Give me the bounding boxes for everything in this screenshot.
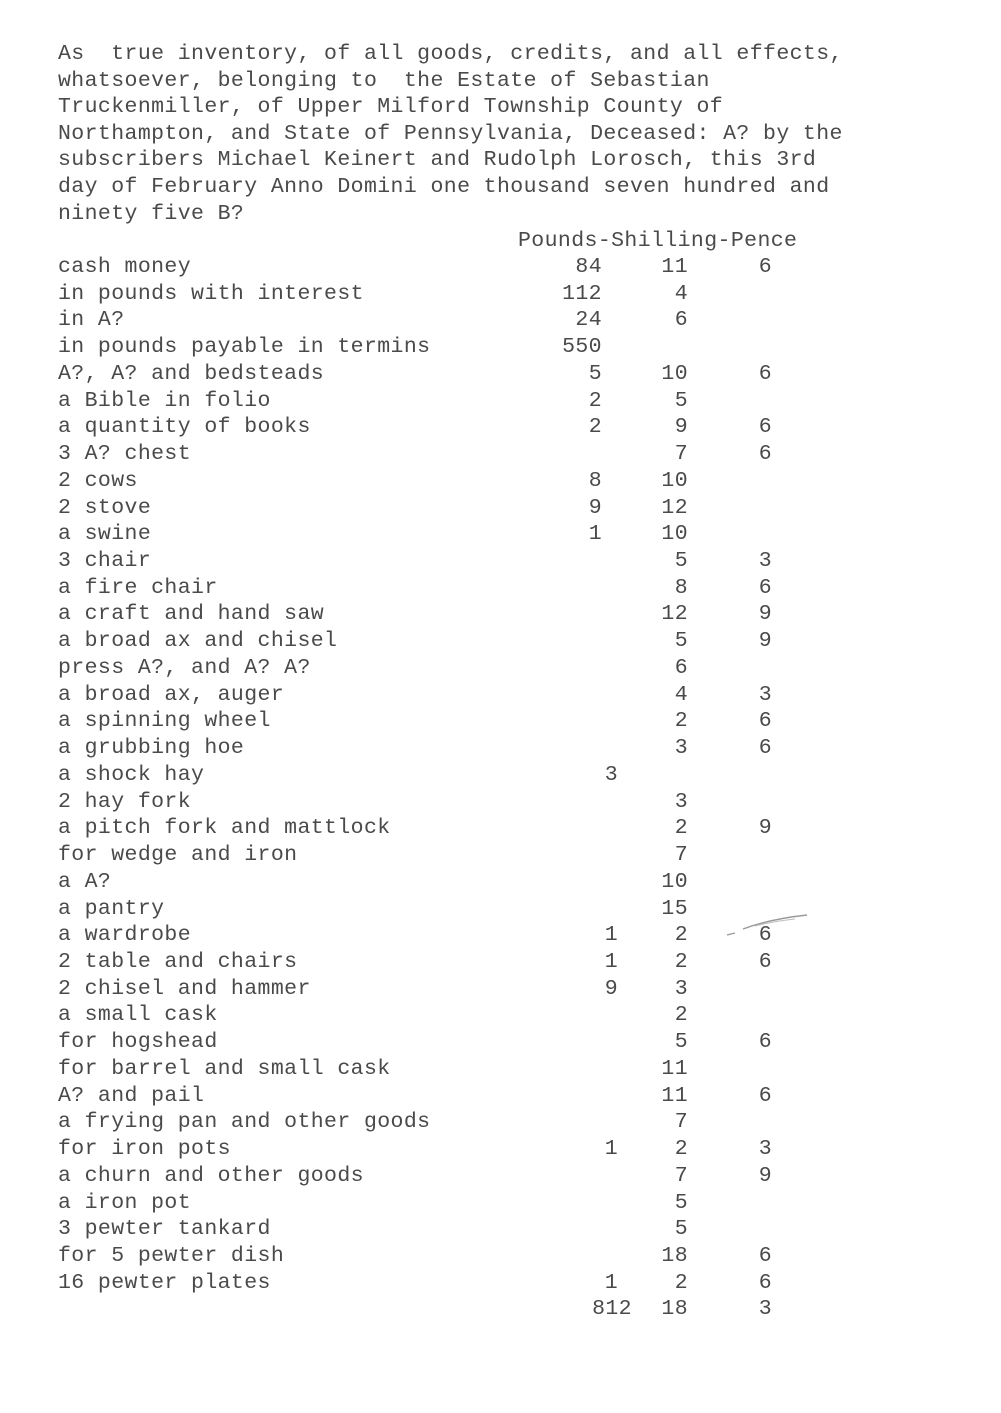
inventory-row bbox=[0, 1137, 1001, 1163]
inventory-row bbox=[0, 576, 1001, 602]
pence-value: 3 bbox=[758, 682, 772, 707]
pounds-value: 1 bbox=[604, 949, 618, 974]
inventory-row bbox=[0, 709, 1001, 735]
inventory-row bbox=[0, 1244, 1001, 1270]
shillings-value: 5 bbox=[674, 549, 688, 574]
pence-value: 9 bbox=[758, 602, 772, 627]
shillings-value: 5 bbox=[674, 388, 688, 413]
inventory-row bbox=[0, 1191, 1001, 1217]
inventory-row bbox=[0, 1003, 1001, 1029]
item-label: for hogshead bbox=[58, 1030, 218, 1055]
shillings-value: 10 bbox=[661, 468, 688, 493]
shillings-value: 7 bbox=[674, 1110, 688, 1135]
intro-line: Northampton, and State of Pennsylvania, Deceased: A? by the bbox=[58, 121, 843, 146]
pounds-value: 84 bbox=[575, 255, 602, 279]
shillings-value: 2 bbox=[674, 1270, 688, 1295]
shillings-value: 12 bbox=[661, 602, 688, 627]
item-label: a shock hay bbox=[58, 762, 205, 787]
shillings-value: 10 bbox=[661, 869, 688, 894]
total-pence: 3 bbox=[758, 1297, 772, 1322]
inventory-row bbox=[0, 950, 1001, 976]
shillings-value: 2 bbox=[674, 816, 688, 841]
inventory-row bbox=[0, 1030, 1001, 1056]
shillings-value: 7 bbox=[674, 1163, 688, 1188]
shillings-value: 3 bbox=[674, 976, 688, 1001]
pence-value: 6 bbox=[758, 1030, 772, 1055]
item-label: for iron pots bbox=[58, 1137, 231, 1162]
pounds-value: 550 bbox=[562, 335, 602, 360]
pence-value: 6 bbox=[758, 1083, 772, 1108]
inventory-row bbox=[0, 897, 1001, 923]
shillings-value: 7 bbox=[674, 843, 688, 868]
shillings-value: 7 bbox=[674, 442, 688, 467]
item-label: 3 chair bbox=[58, 549, 152, 574]
inventory-row bbox=[0, 549, 1001, 575]
item-label: A? and pail bbox=[58, 1083, 205, 1108]
item-label: for barrel and small cask bbox=[58, 1056, 391, 1081]
shillings-value: 11 bbox=[661, 255, 688, 279]
column-header: Pounds-Shilling-Pence bbox=[518, 229, 798, 253]
inventory-row bbox=[0, 442, 1001, 468]
item-label: a wardrobe bbox=[58, 923, 192, 948]
pence-value: 6 bbox=[758, 575, 772, 600]
item-label: 3 pewter tankard bbox=[58, 1217, 271, 1242]
pence-value: 3 bbox=[758, 1137, 772, 1162]
inventory-row bbox=[0, 335, 1001, 361]
item-label: a craft and hand saw bbox=[58, 602, 325, 627]
inventory-row bbox=[0, 362, 1001, 388]
inventory-row bbox=[0, 816, 1001, 842]
shillings-value: 5 bbox=[674, 629, 688, 654]
item-label: a broad ax and chisel bbox=[58, 629, 338, 654]
intro-line: As true inventory, of all goods, credits, and all effects, bbox=[58, 42, 843, 66]
item-label: 2 cows bbox=[58, 468, 138, 493]
item-label: 2 chisel and hammer bbox=[58, 976, 311, 1001]
shillings-value: 5 bbox=[674, 1190, 688, 1215]
inventory-row bbox=[0, 977, 1001, 1003]
inventory-row bbox=[0, 1271, 1001, 1297]
pence-value: 6 bbox=[758, 709, 772, 734]
pence-value: 6 bbox=[758, 1270, 772, 1295]
inventory-row bbox=[0, 308, 1001, 334]
pounds-value: 1 bbox=[604, 1270, 618, 1295]
shillings-value: 2 bbox=[674, 1137, 688, 1162]
intro-line: Truckenmiller, of Upper Milford Township County of bbox=[58, 95, 724, 120]
intro-line: day of February Anno Domini one thousand seven hundred and bbox=[58, 174, 830, 199]
total-shillings: 18 bbox=[661, 1297, 688, 1322]
inventory-row bbox=[0, 923, 1001, 949]
shillings-value: 2 bbox=[674, 923, 688, 948]
item-label: 3 A? chest bbox=[58, 442, 192, 467]
intro-line: whatsoever, belonging to the Estate of Sebastian bbox=[58, 68, 710, 93]
item-label: 2 table and chairs bbox=[58, 949, 298, 974]
inventory-row bbox=[0, 522, 1001, 548]
shillings-value: 5 bbox=[674, 1030, 688, 1055]
inventory-row bbox=[0, 1164, 1001, 1190]
total-row bbox=[0, 1297, 1001, 1323]
item-label: 2 hay fork bbox=[58, 789, 192, 814]
inventory-row bbox=[0, 843, 1001, 869]
inventory-row bbox=[0, 790, 1001, 816]
shillings-value: 2 bbox=[674, 949, 688, 974]
inventory-row bbox=[0, 389, 1001, 415]
item-label: a pitch fork and mattlock bbox=[58, 816, 391, 841]
inventory-row bbox=[0, 496, 1001, 522]
pence-value: 6 bbox=[758, 361, 772, 386]
intro-paragraph bbox=[58, 41, 958, 227]
item-label: 16 pewter plates bbox=[58, 1270, 271, 1295]
item-label: a A? bbox=[58, 869, 112, 894]
inventory-row bbox=[0, 683, 1001, 709]
pence-value: 9 bbox=[758, 1163, 772, 1188]
inventory-row bbox=[0, 255, 1001, 281]
total-pounds: 812 bbox=[592, 1297, 632, 1322]
inventory-row bbox=[0, 736, 1001, 762]
shillings-value: 4 bbox=[674, 281, 688, 306]
pence-value: 9 bbox=[758, 816, 772, 841]
shillings-value: 10 bbox=[661, 361, 688, 386]
inventory-row bbox=[0, 415, 1001, 441]
pounds-value: 5 bbox=[588, 361, 602, 386]
inventory-row bbox=[0, 1110, 1001, 1136]
item-label: for 5 pewter dish bbox=[58, 1244, 285, 1268]
item-label: in A? bbox=[58, 308, 125, 333]
inventory-row bbox=[0, 763, 1001, 789]
item-label: a iron pot bbox=[58, 1190, 192, 1215]
shillings-value: 18 bbox=[661, 1244, 688, 1268]
item-label: a grubbing hoe bbox=[58, 736, 245, 761]
item-label: press A?, and A? A? bbox=[58, 655, 311, 680]
pence-value: 6 bbox=[758, 415, 772, 440]
shillings-value: 3 bbox=[674, 736, 688, 761]
pounds-value: 9 bbox=[588, 495, 602, 520]
shillings-value: 2 bbox=[674, 1003, 688, 1028]
pence-value: 6 bbox=[758, 1244, 772, 1268]
pounds-value: 2 bbox=[588, 415, 602, 440]
item-label: 2 stove bbox=[58, 495, 152, 520]
shillings-value: 15 bbox=[661, 896, 688, 921]
item-label: a Bible in folio bbox=[58, 388, 271, 413]
shillings-value: 9 bbox=[674, 415, 688, 440]
pounds-value: 1 bbox=[604, 1137, 618, 1162]
intro-line: subscribers Michael Keinert and Rudolph Lorosch, this 3rd bbox=[58, 148, 817, 173]
shillings-value: 10 bbox=[661, 522, 688, 547]
shillings-value: 12 bbox=[661, 495, 688, 520]
inventory-row bbox=[0, 629, 1001, 655]
item-label: a churn and other goods bbox=[58, 1163, 364, 1188]
intro-line: ninety five B? bbox=[58, 201, 245, 226]
inventory-row bbox=[0, 656, 1001, 682]
shillings-value: 6 bbox=[674, 308, 688, 333]
pence-value: 6 bbox=[758, 736, 772, 761]
pounds-value: 8 bbox=[588, 468, 602, 493]
inventory-row bbox=[0, 1057, 1001, 1083]
pounds-value: 24 bbox=[575, 308, 602, 333]
inventory-row bbox=[0, 870, 1001, 896]
inventory-row bbox=[0, 1217, 1001, 1243]
pounds-value: 1 bbox=[588, 522, 602, 547]
item-label: for wedge and iron bbox=[58, 843, 298, 868]
shillings-value: 2 bbox=[674, 709, 688, 734]
inventory-row bbox=[0, 1084, 1001, 1110]
pen-stroke-mark bbox=[725, 913, 810, 941]
inventory-row bbox=[0, 469, 1001, 495]
pounds-value: 1 bbox=[604, 923, 618, 948]
shillings-value: 5 bbox=[674, 1217, 688, 1242]
item-label: a spinning wheel bbox=[58, 709, 271, 734]
item-label: cash money bbox=[58, 255, 192, 279]
pence-value: 6 bbox=[758, 923, 772, 948]
pounds-value: 9 bbox=[604, 976, 618, 1001]
shillings-value: 11 bbox=[661, 1083, 688, 1108]
pounds-value: 112 bbox=[562, 281, 602, 306]
item-label: a frying pan and other goods bbox=[58, 1110, 431, 1135]
pence-value: 3 bbox=[758, 549, 772, 574]
item-label: A?, A? and bedsteads bbox=[58, 361, 325, 386]
inventory-row bbox=[0, 602, 1001, 628]
pence-value: 6 bbox=[758, 442, 772, 467]
shillings-value: 4 bbox=[674, 682, 688, 707]
shillings-value: 8 bbox=[674, 575, 688, 600]
item-label: a quantity of books bbox=[58, 415, 311, 440]
shillings-value: 6 bbox=[674, 655, 688, 680]
pounds-value: 3 bbox=[604, 762, 618, 787]
inventory-row bbox=[0, 282, 1001, 308]
shillings-value: 11 bbox=[661, 1056, 688, 1081]
item-label: a small cask bbox=[58, 1003, 218, 1028]
item-label: a fire chair bbox=[58, 575, 218, 600]
pence-value: 6 bbox=[758, 255, 772, 279]
pounds-value: 2 bbox=[588, 388, 602, 413]
pence-value: 9 bbox=[758, 629, 772, 654]
item-label: a pantry bbox=[58, 896, 165, 921]
item-label: in pounds with interest bbox=[58, 281, 364, 306]
pence-value: 6 bbox=[758, 949, 772, 974]
item-label: in pounds payable in termins bbox=[58, 335, 431, 360]
item-label: a swine bbox=[58, 522, 152, 547]
item-label: a broad ax, auger bbox=[58, 682, 285, 707]
shillings-value: 3 bbox=[674, 789, 688, 814]
